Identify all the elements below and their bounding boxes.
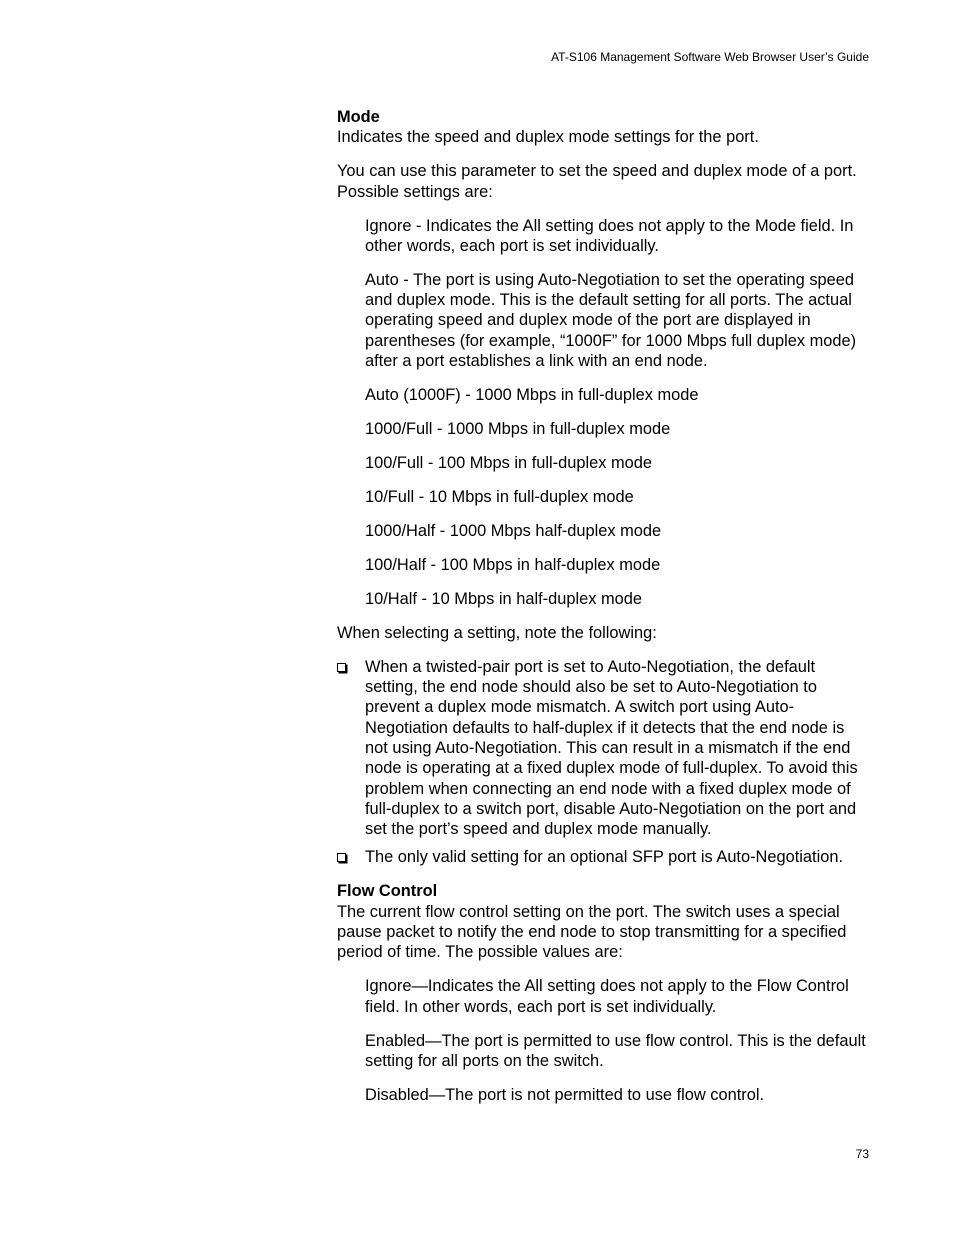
running-header: AT-S106 Management Software Web Browser User’s Guide (551, 50, 869, 64)
page-content (337, 107, 871, 1119)
page-number: 73 (855, 1147, 869, 1161)
mode-description: You can use this parameter to set the speed and duplex mode of a port. Possible settings are: (337, 162, 857, 201)
mode-setting-auto-1000f: Auto (1000F) - 1000 Mbps in full-duplex mode (365, 386, 699, 405)
note-item (337, 657, 871, 840)
checkbox-bullet-icon (337, 853, 346, 862)
flow-control-intro: The current flow control setting on the port. The switch uses a special pause packet to notify the end node to stop transmitting for a specified period of time. The possible values are: (337, 902, 847, 962)
note-text: The only valid setting for an optional SFP port is Auto-Negotiation. (365, 848, 844, 867)
note-text: When a twisted-pair port is set to Auto-Negotiation, the default setting, the end node should also be set to Auto-Negotiation to prevent a duplex mode mismatch. A switch port using Auto-Negotiation defaults to half-duplex if it detects that the end node is not using Auto-Negotiation. This can result in a mismatch if the end node is operating at a fixed duplex mode of full-duplex. To avoid this problem when connecting an end node with a fixed duplex mode of full-duplex to a switch port, disable Auto-Negotiation on the port and set the port’s speed and duplex mode manually. (365, 657, 858, 839)
flow-control-ignore: Ignore—Indicates the All setting does not apply to the Flow Control field. In other words, each port is set individually. (365, 977, 849, 1016)
mode-intro: Indicates the speed and duplex mode settings for the port. (337, 128, 759, 147)
mode-setting-1000-full: 1000/Full - 1000 Mbps in full-duplex mode (365, 420, 671, 438)
checkbox-bullet-icon (337, 663, 346, 672)
mode-setting-100-half: 100/Half - 100 Mbps in half-duplex mode (365, 555, 661, 574)
mode-setting-100-full: 100/Full - 100 Mbps in full-duplex mode (365, 453, 652, 472)
flow-control-disabled: Disabled—The port is not permitted to use flow control. (365, 1085, 765, 1104)
mode-setting-10-half: 10/Half - 10 Mbps in half-duplex mode (365, 589, 642, 608)
mode-heading: Mode (337, 108, 380, 126)
mode-setting-10-full: 10/Full - 10 Mbps in full-duplex mode (365, 487, 634, 506)
mode-note-intro: When selecting a setting, note the following: (337, 623, 657, 642)
note-item (337, 847, 871, 867)
mode-setting-1000-half: 1000/Half - 1000 Mbps half-duplex mode (365, 521, 662, 540)
mode-setting-auto: Auto - The port is using Auto-Negotiation to set the operating speed and duplex mode. This is the default setting for all ports. The actual operating speed and duplex mode of the port are displayed in parentheses (for example, “1000F” for 1000 Mbps full duplex mode) after a port establishes a link with an end node. (365, 270, 857, 371)
mode-setting-ignore: Ignore - Indicates the All setting does not apply to the Mode field. In other words, each port is set individually. (365, 216, 854, 255)
flow-control-heading: Flow Control (337, 882, 438, 901)
flow-control-enabled: Enabled—The port is permitted to use flow control. This is the default setting for all ports on the switch. (365, 1031, 866, 1070)
